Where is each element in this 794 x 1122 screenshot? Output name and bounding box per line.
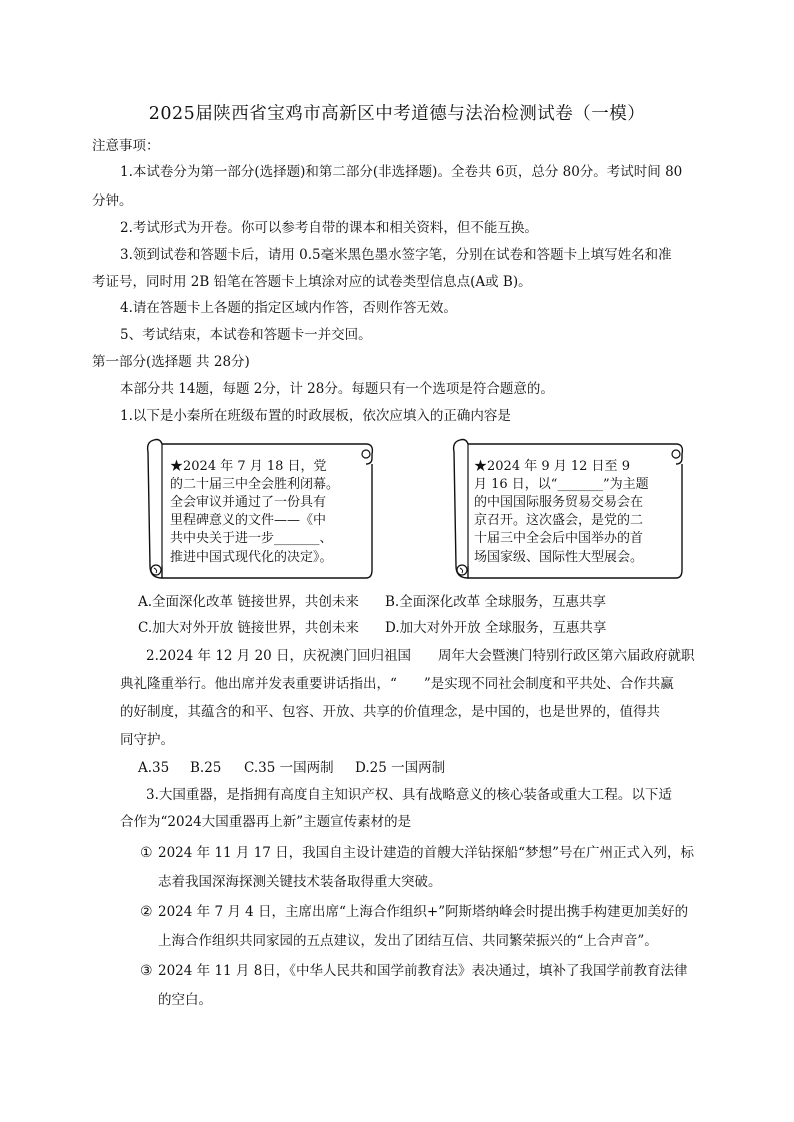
part1-heading: 第一部分(选择题 共 28分): [92, 354, 250, 370]
q3-item-line: 2024 年 11 月 8日，《中华人民共和国学前教育法》表决通过，填补了我国学前教育法律: [158, 963, 688, 979]
notice-line: 2.考试形式为开卷。你可以参考自带的课本和相关资料，但不能互换。: [120, 220, 538, 236]
q2-option-d: D.25 一国两制: [355, 760, 446, 776]
q3-item-marker: ②: [140, 904, 153, 920]
board-left-line: 推进中国式现代化的决定》。: [170, 550, 333, 565]
notice-line: 1.本试卷分为第一部分(选择题)和第二部分(非选择题)。全卷共 6页，总分 80分。考试时间 80: [120, 164, 683, 180]
board-right-line: 场国家级、国际性大型展会。: [474, 550, 644, 565]
q1-option-d: D.加大对外开放 全球服务，互惠共享: [385, 620, 607, 636]
q3-item-line: 2024 年 7 月 4 日，主席出席“上海合作组织+”阿斯塔纳峰会时提出携手构建更加美好的: [158, 904, 689, 920]
board-left-line: 的二十届三中全会胜利闭幕。: [170, 477, 340, 492]
board-right-line: 月 16 日，以“_______”为主题: [474, 477, 649, 492]
notice-heading: 注意事项：: [92, 138, 160, 154]
q2-option-a: A.35: [138, 760, 170, 776]
q3-item-marker: ①: [140, 845, 153, 861]
q3-item-line: 2024 年 11 月 17 日，我国自主设计建造的首艘大洋钻探船“梦想”号在广州正式入列，标: [158, 845, 694, 861]
q2-line: 典礼隆重举行。他出席并发表重要讲话指出，“ ”是实现不同社会制度和平共处、合作共赢: [120, 676, 674, 692]
q2-line: 的好制度，其蕴含的和平、包容、开放、共享的价值理念，是中国的，也是世界的，值得共: [120, 704, 660, 720]
q3-line: 合作为“2024大国重器再上新”主题宣传素材的是: [120, 814, 412, 830]
board-left-line: 全会审议并通过了一份具有: [170, 495, 327, 510]
q1-option-c: C.加大对外开放 链接世界，共创未来: [138, 620, 359, 636]
board-left-line: 共中央关于进一步_______、: [170, 531, 333, 546]
q3-item-marker: ③: [140, 963, 153, 979]
notice-line: 考证号，同时用 2B 铅笔在答题卡上填涂对应的试卷类型信息点(A或 B)。: [92, 274, 532, 290]
board-right-line: 的中国国际服务贸易交易会在: [474, 495, 644, 510]
q3-item-line: 的空白。: [158, 992, 212, 1008]
page-title: 2025届陕西省宝鸡市高新区中考道德与法治检测试卷（一模）: [148, 104, 646, 124]
q3-line: 3.大国重器，是指拥有高度自主知识产权、具有战略意义的核心装备或重大工程。以下适: [146, 787, 672, 803]
notice-line: 5、考试结束，本试卷和答题卡一并交回。: [120, 327, 372, 343]
board-left-line: ★2024 年 7 月 18 日，党: [170, 459, 327, 474]
board-right-line: 十届三中全会后中国举办的首: [474, 531, 644, 546]
board-right-line: ★2024 年 9 月 12 日至 9: [474, 459, 630, 474]
q3-item-line: 上海合作组织共同家园的五点建议，发出了团结互信、共同繁荣振兴的“上合声音”。: [158, 933, 658, 949]
q2-line: 同守护。: [120, 732, 174, 748]
q2-option-c: C.35 一国两制: [244, 760, 334, 776]
notice-line: 3.领到试卷和答题卡后，请用 0.5毫米黑色墨水签字笔，分别在试卷和答题卡上填写姓名和准: [120, 247, 672, 263]
q2-line: 2.2024 年 12 月 20 日，庆祝澳门回归祖国 周年大会暨澳门特别行政区第六届政府就职: [146, 648, 695, 664]
notice-line: 分钟。: [92, 193, 133, 209]
part1-instruction: 本部分共 14题，每题 2分，计 28分。每题只有一个选项是符合题意的。: [120, 381, 554, 397]
board-left-line: 里程碑意义的文件——《中: [170, 513, 327, 528]
q1-option-a: A.全面深化改革 链接世界，共创未来: [138, 594, 359, 610]
notice-line: 4.请在答题卡上各题的指定区域内作答，否则作答无效。: [120, 300, 457, 316]
q1-stem: 1.以下是小秦所在班级布置的时政展板，依次应填入的正确内容是: [120, 408, 511, 424]
q2-option-b: B.25: [190, 760, 222, 776]
board-right-line: 京召开。这次盛会，是党的二: [474, 513, 644, 528]
q1-option-b: B.全面深化改革 全球服务，互惠共享: [385, 594, 607, 610]
q3-item-line: 志着我国深海探测关键技术装备取得重大突破。: [158, 874, 442, 890]
